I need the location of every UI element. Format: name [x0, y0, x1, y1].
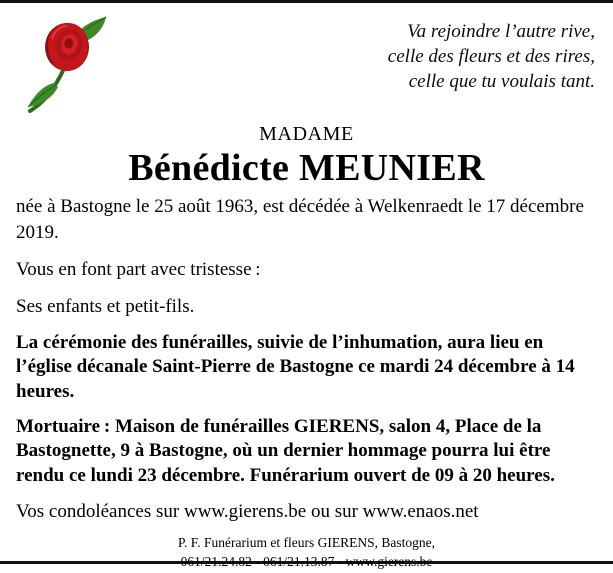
- birth-death-paragraph: née à Bastogne le 25 août 1963, est décédée à Welkenraedt le 17 décembre 2019.: [16, 196, 584, 244]
- ceremony-paragraph: La cérémonie des funérailles, suivie de l’inhumation, aura lieu en l’église décanale Saint-Pierre de Bastogne ce mardi 24 décembre à 14 heures.: [16, 331, 575, 402]
- notice-header: [16, 13, 597, 117]
- condolences-paragraph: Vos condoléances sur www.gierens.be ou sur www.enaos.net: [16, 500, 479, 522]
- mortuary-paragraph: Mortuaire : Maison de funérailles GIERENS, salon 4, Place de la Bastognette, 9 à Bastogne, où un dernier hommage pourra lui être rendu ce lundi 23 décembre. Funérarium ouvert de 09 à 20 heures.: [16, 415, 555, 487]
- footer-line-2: 061/21.24.82 - 061/21.13.87 - www.gierens.be: [180, 553, 433, 569]
- red-rose-icon: [18, 13, 110, 113]
- family-paragraph: Ses enfants et petit-fils.: [16, 295, 195, 317]
- title-prefix: MADAME: [259, 123, 354, 145]
- footer-line-1: P. F. Funérarium et fleurs GIERENS, Bastogne,: [178, 534, 435, 550]
- epitaph-verse: [110, 13, 597, 94]
- funeral-home-footer: [16, 533, 597, 573]
- deceased-name: Bénédicte MEUNIER: [128, 147, 485, 189]
- epitaph-line-1: Va rejoindre l’autre rive,: [407, 21, 595, 42]
- announcement-paragraph: Vous en font part avec tristesse :: [16, 258, 261, 280]
- epitaph-line-3: celle que tu voulais tant.: [408, 71, 595, 93]
- epitaph-line-2: celle des fleurs et des rires,: [387, 46, 595, 68]
